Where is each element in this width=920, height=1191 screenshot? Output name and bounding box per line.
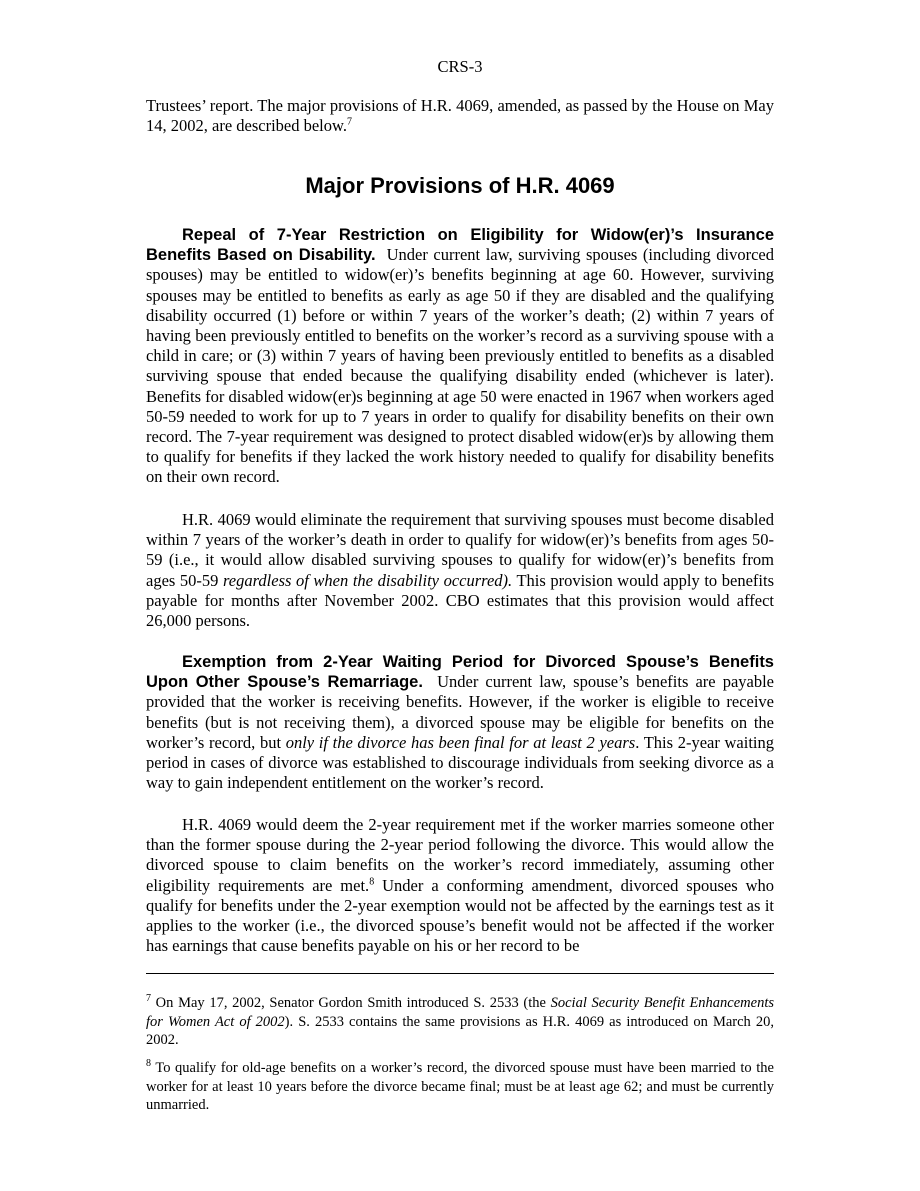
- section-exemption-heading: Exemption from 2-Year Waiting Period for Divorced Spouse’s Benefits Upon Other Spouse’s Remarriage.: [146, 653, 774, 692]
- footnote-8-text: To qualify for old-age benefits on a worker’s record, the divorced spouse must have been married to the worker for at least 10 years before the divorce became final; must be at least age 62; and must be currently unmarried.: [146, 1060, 774, 1114]
- paragraph-hr4069-deem: [146, 815, 774, 956]
- section-exemption-2-year: [146, 652, 774, 793]
- footnote-divider: [146, 973, 774, 974]
- page-header: CRS-3: [437, 57, 483, 76]
- footnote-7: [146, 994, 774, 1050]
- para2-text-after: This provision would apply to benefits payable for months after November 2002. CBO estimates that this provision would affect 26,000 persons.: [146, 570, 774, 631]
- para4-text-after: Under a conforming amendment, divorced spouses who qualify for benefits under the 2-year exemption would not be affected by the earnings test as it applies to the worker (i.e., the divorced spouse’s benefit would not be affected if the worker has earnings that cause benefits payable on his or her record to be: [146, 875, 774, 956]
- footnote-7-text-after: ). S. 2533 contains the same provisions as H.R. 4069 as introduced on March 20, 2002.: [146, 1013, 774, 1049]
- footnote-8: [146, 1059, 774, 1115]
- footnote-7-number: 7: [146, 993, 151, 1005]
- section-exemption-body-before: Under current law, spouse’s benefits are payable provided that the worker is receiving benefits. However, if the worker is eligible to receive benefits (but is not receiving them), a divorced spouse may be eligible for benefits on the worker’s record, but: [146, 672, 774, 752]
- footnote-ref-8[interactable]: 8: [369, 876, 375, 888]
- section-repeal-7-year: [146, 225, 774, 488]
- section-repeal-body: Under current law, surviving spouses (including divorced spouses) may be entitled to widow(er)’s benefits beginning at age 60. However, surviving spouses may be entitled to benefits as early as age 50 if they are disabled and the qualifying disability occurred (1) before or within 7 years of the worker’s death; (2) within 7 years of having been previously entitled to benefits on the worker’s record as a surviving spouse with a child in care; or (3) within 7 years of having been previously entitled to benefits as a disabled surviving spouse that ended because the qualifying disability ended (whichever is later). Benefits for disabled widow(er)s beginning at age 50 were enacted in 1967 when workers aged 50-59 needed to work for up to 7 years in order to qualify for disability benefits on their own record. The 7-year requirement was designed to protect disabled widow(er)s by allowing them to qualify for benefits if they lacked the work history needed to qualify for disability benefits on their own record.: [146, 245, 774, 487]
- intro-paragraph: [146, 96, 774, 136]
- footnote-ref-7[interactable]: 7: [347, 116, 352, 128]
- footnote-8-number: 8: [146, 1058, 151, 1070]
- para2-italic: regardless of when the disability occurred).: [222, 570, 513, 590]
- paragraph-hr4069-eliminate: [146, 510, 774, 631]
- section-repeal-heading: Repeal of 7-Year Restriction on Eligibility for Widow(er)’s Insurance Benefits Based on Disability.: [146, 226, 774, 265]
- footnote-7-italic: Social Security Benefit Enhancements for Women Act of 2002: [146, 995, 774, 1030]
- section-exemption-body-after: . This 2-year waiting period in cases of divorce was established to discourage individuals from seeking divorce as a way to gain independent entitlement on the worker’s record.: [146, 732, 774, 793]
- footnote-7-text-before: On May 17, 2002, Senator Gordon Smith introduced S. 2533 (the: [151, 995, 551, 1011]
- section-title: Major Provisions of H.R. 4069: [305, 173, 615, 198]
- section-exemption-italic: only if the divorce has been final for at least 2 years: [285, 732, 636, 752]
- para2-text-before: H.R. 4069 would eliminate the requirement that surviving spouses must become disabled within 7 years of the worker’s death in order to qualify for widow(er)’s benefits from ages 50-59 (i.e., it would allow disabled surviving spouses to qualify for widow(er)’s benefits from ages 50-59: [146, 510, 774, 590]
- para4-text-before: H.R. 4069 would deem the 2-year requirement met if the worker marries someone other than the former spouse during the 2-year period following the divorce. This would allow the divorced spouse to claim benefits on the worker’s record immediately, assuming other eligibility requirements are met.: [146, 815, 774, 895]
- intro-text: Trustees’ report. The major provisions of H.R. 4069, amended, as passed by the House on May 14, 2002, are described below.: [146, 96, 774, 136]
